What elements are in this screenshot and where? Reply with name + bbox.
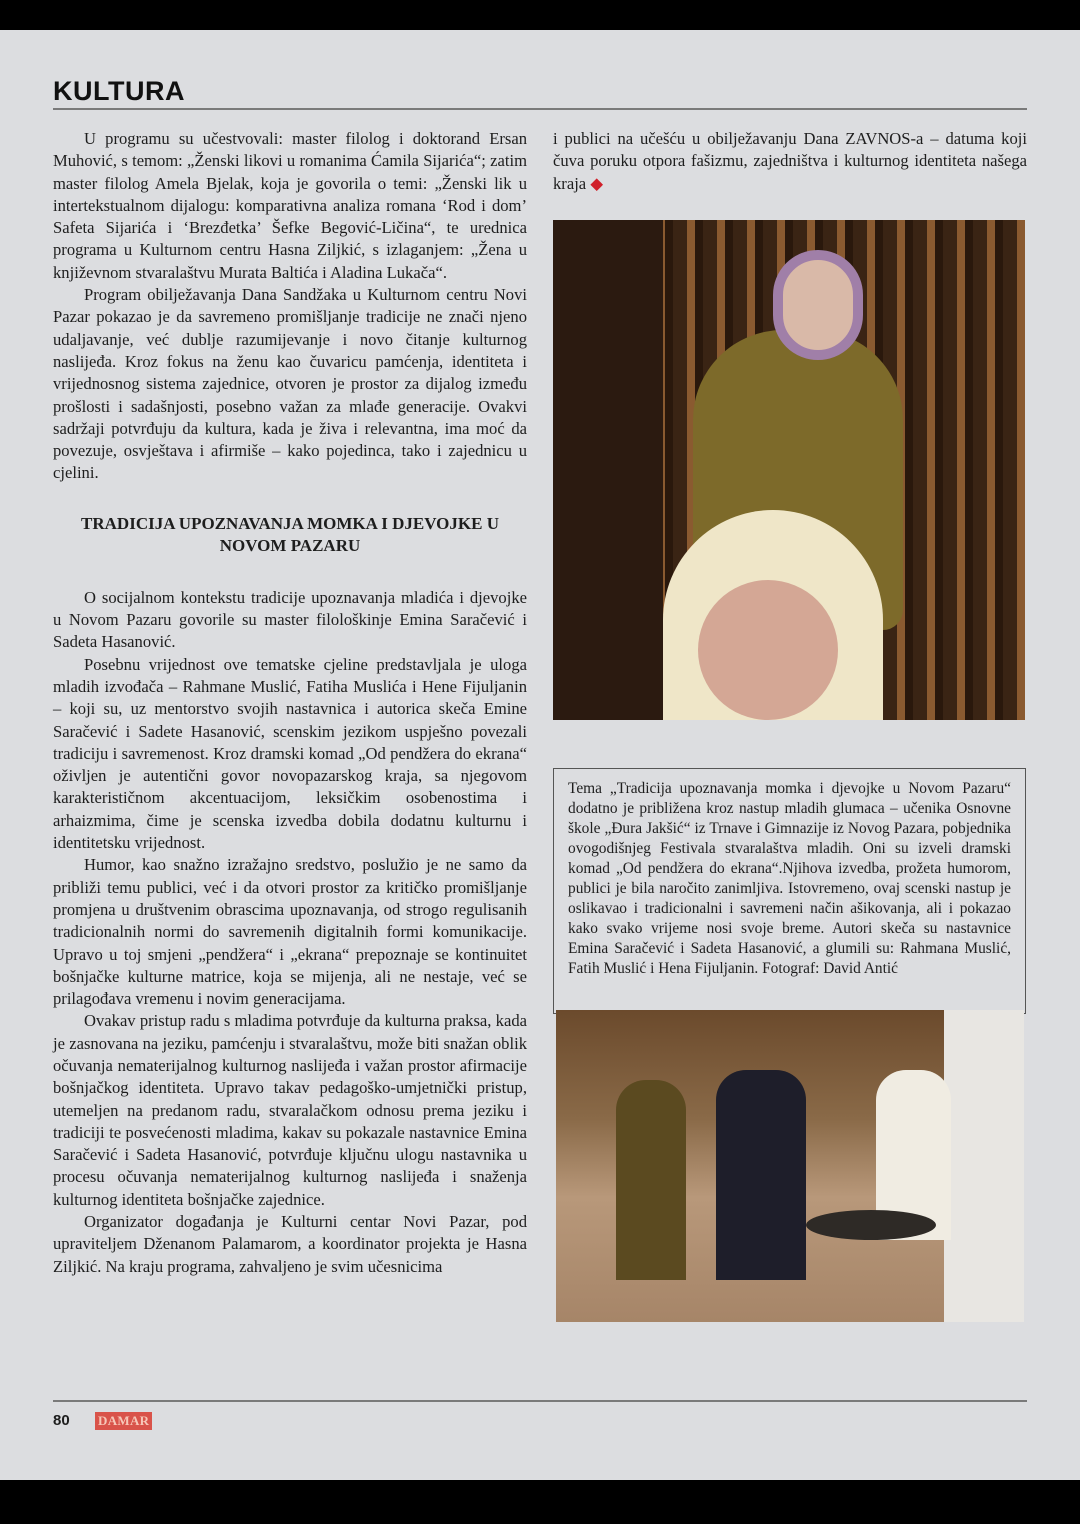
paragraph: Program obilježavanja Dana Sandžaka u Kulturnom centru Novi Pazar pokazao je da savremeno promišljanje tradicije ne znači njeno udaljavanje, već dublje razumijevanje i novo čitanje kulturnog naslijeđa. Kroz fokus na ženu kao čuvaricu pamćenja, identiteta i vrijednosnog sistema zajednice, otvoren je prostor za dijalog između prošlosti i sadašnjosti, posebno važan za mlađe generacije. Ovakvi sadržaji potvrđuju da kultura, kada je živa i relevantna, ima moć da povezuje, osvještava i afirmiše – kako pojedinca, tako i zajednicu u cjelini.	[53, 285, 527, 483]
paragraph: U programu su učestvovali: master filolog i doktorand Ersan Muhović, s temom: „Ženski likovi u romanima Ćamila Sijarića“; zatim master filolog Amela Bjelak, koja je govorila o temi: „Ženski lik u intertekstualnom dijalogu: komparativna analiza romana ‘Rod i dom’ Safeta Sijarića i ‘Brezđetka’ Šefke Begović-Ličina“, te urednica programa u Kulturnom centru Hasna Ziljkić, s izlaganjem: „Žena u književnom stvaralaštvu Murata Baltića i Aladina Lukača“.	[53, 129, 527, 282]
photo-stage-scene	[556, 1010, 1024, 1322]
paragraph: Organizator događanja je Kulturni centar Novi Pazar, pod upraviteljem Dženanom Palamarom, a koordinator projekta je Hasna Ziljkić. Na kraju programa, zahvaljeno je svim učesnicima	[53, 1212, 527, 1276]
subheading: TRADICIJA UPOZNAVANJA MOMKA I DJEVOJKE U NOVOM PAZARU	[81, 513, 499, 555]
end-mark-icon: ◆	[590, 173, 604, 193]
photo-performer-with-cane	[553, 220, 1025, 720]
magazine-page	[0, 30, 1080, 1480]
header-rule	[53, 108, 1027, 110]
footer-rule	[53, 1400, 1027, 1402]
paragraph: O socijalnom kontekstu tradicije upoznavanja mladića i djevojke u Novom Pazaru govorile su master filološkinje Emina Saračević i Sadeta Hasanović.	[53, 587, 527, 652]
magazine-logo: DAMAR	[95, 1412, 152, 1430]
paragraph: Posebnu vrijednost ove tematske cjeline predstavljala je uloga mladih izvođača – Rahmane Muslić, Fatiha Muslića i Hene Fijuljanin – koji su, uz mentorstvo svojih nastavnica i autorica skeča Emine Saračević i Sadete Hasanović, scenskim jezikom uspješno povezali tradiciju i savremenost. Kroz dramski komad „Od pendžera do ekrana“ oživljen je autentični govor novopazarskog kraja, sa njegovom karakterističnom akcentuacijom, leksičkim osobenostima i arhaizmima, čime je scenska izvedba dobila dodatnu kulturnu i identitetsku vrijednost.	[53, 654, 527, 853]
paragraph: Humor, kao snažno izražajno sredstvo, poslužio je ne samo da približi temu publici, već i da otvori prostor za kritičko promišljanje promjena u društvenim obrascima upoznavanja, od strogo regulisanih tradicionalnih normi do savremenih digitalnih formi komunikacije. Upravo u toj smjeni „pendžera“ i „ekrana“ prepoznaje se kontinuitet bošnjačke kulturne matrice, koja se mijenja, ali ne nestaje, već se prilagođava vremenu i novim generacijama.	[53, 855, 527, 1009]
left-column	[53, 128, 527, 1278]
paragraph-continuation: i publici na učešću u obilježavanju Dana ZAVNOS-a – datuma koji čuva poruku otpora fašizmu, zajedništva i kulturnog identiteta našega kraja	[553, 129, 1027, 193]
section-title: KULTURA	[53, 76, 185, 106]
right-column-text	[553, 128, 1027, 195]
photo-caption: Tema „Tradicija upoznavanja momka i djevojke u Novom Pazaru“ dodatno je približena kroz nastup mladih glumaca – učenika Osnovne škole „Đura Jakšić“ iz Trnave i Gimnazije iz Novog Pazara, pobjednika ovogodišnjeg Festivala stvaralaštva mladih. Oni su izveli dramski komad „Od pendžera do ekrana“.Njihova izvedba, prožeta humorom, publici je bila naročito zanimljiva. Istovremeno, ovaj scenski nastup je oslikavao i tradicionalni i savremeni način ašikovanja, ali i pokazao kako svako vrijeme nosi svoje breme. Autori skeča su nastavnice Emina Saračević i Sadeta Hasanović, a glumili su: Rahmana Muslić, Fatih Muslić i Hena Fijuljanin. Fotograf: David Antić	[553, 768, 1026, 1014]
page-number: 80	[53, 1412, 70, 1429]
paragraph: Ovakav pristup radu s mladima potvrđuje da kulturna praksa, kada je zasnovana na jeziku, pamćenju i stvaralaštvu, može biti snažan oblik očuvanja nematerijalnog kulturnog naslijeđa i važan prostor afirmacije bošnjačkog identiteta. Upravo takav pedagoško-umjetnički pristup, utemeljen na predanom radu, stvaralačkom odnosu prema jeziku i tradiciji te posvećenosti mladima, kakav su pokazale nastavnice Emina Saračević i Sadeta Hasanović, potvrđuje ključnu ulogu nastavnika u procesu očuvanja nematerijalnog kulturnog naslijeđa i snaženja kulturnog identiteta bošnjačke zajednice.	[53, 1011, 527, 1209]
